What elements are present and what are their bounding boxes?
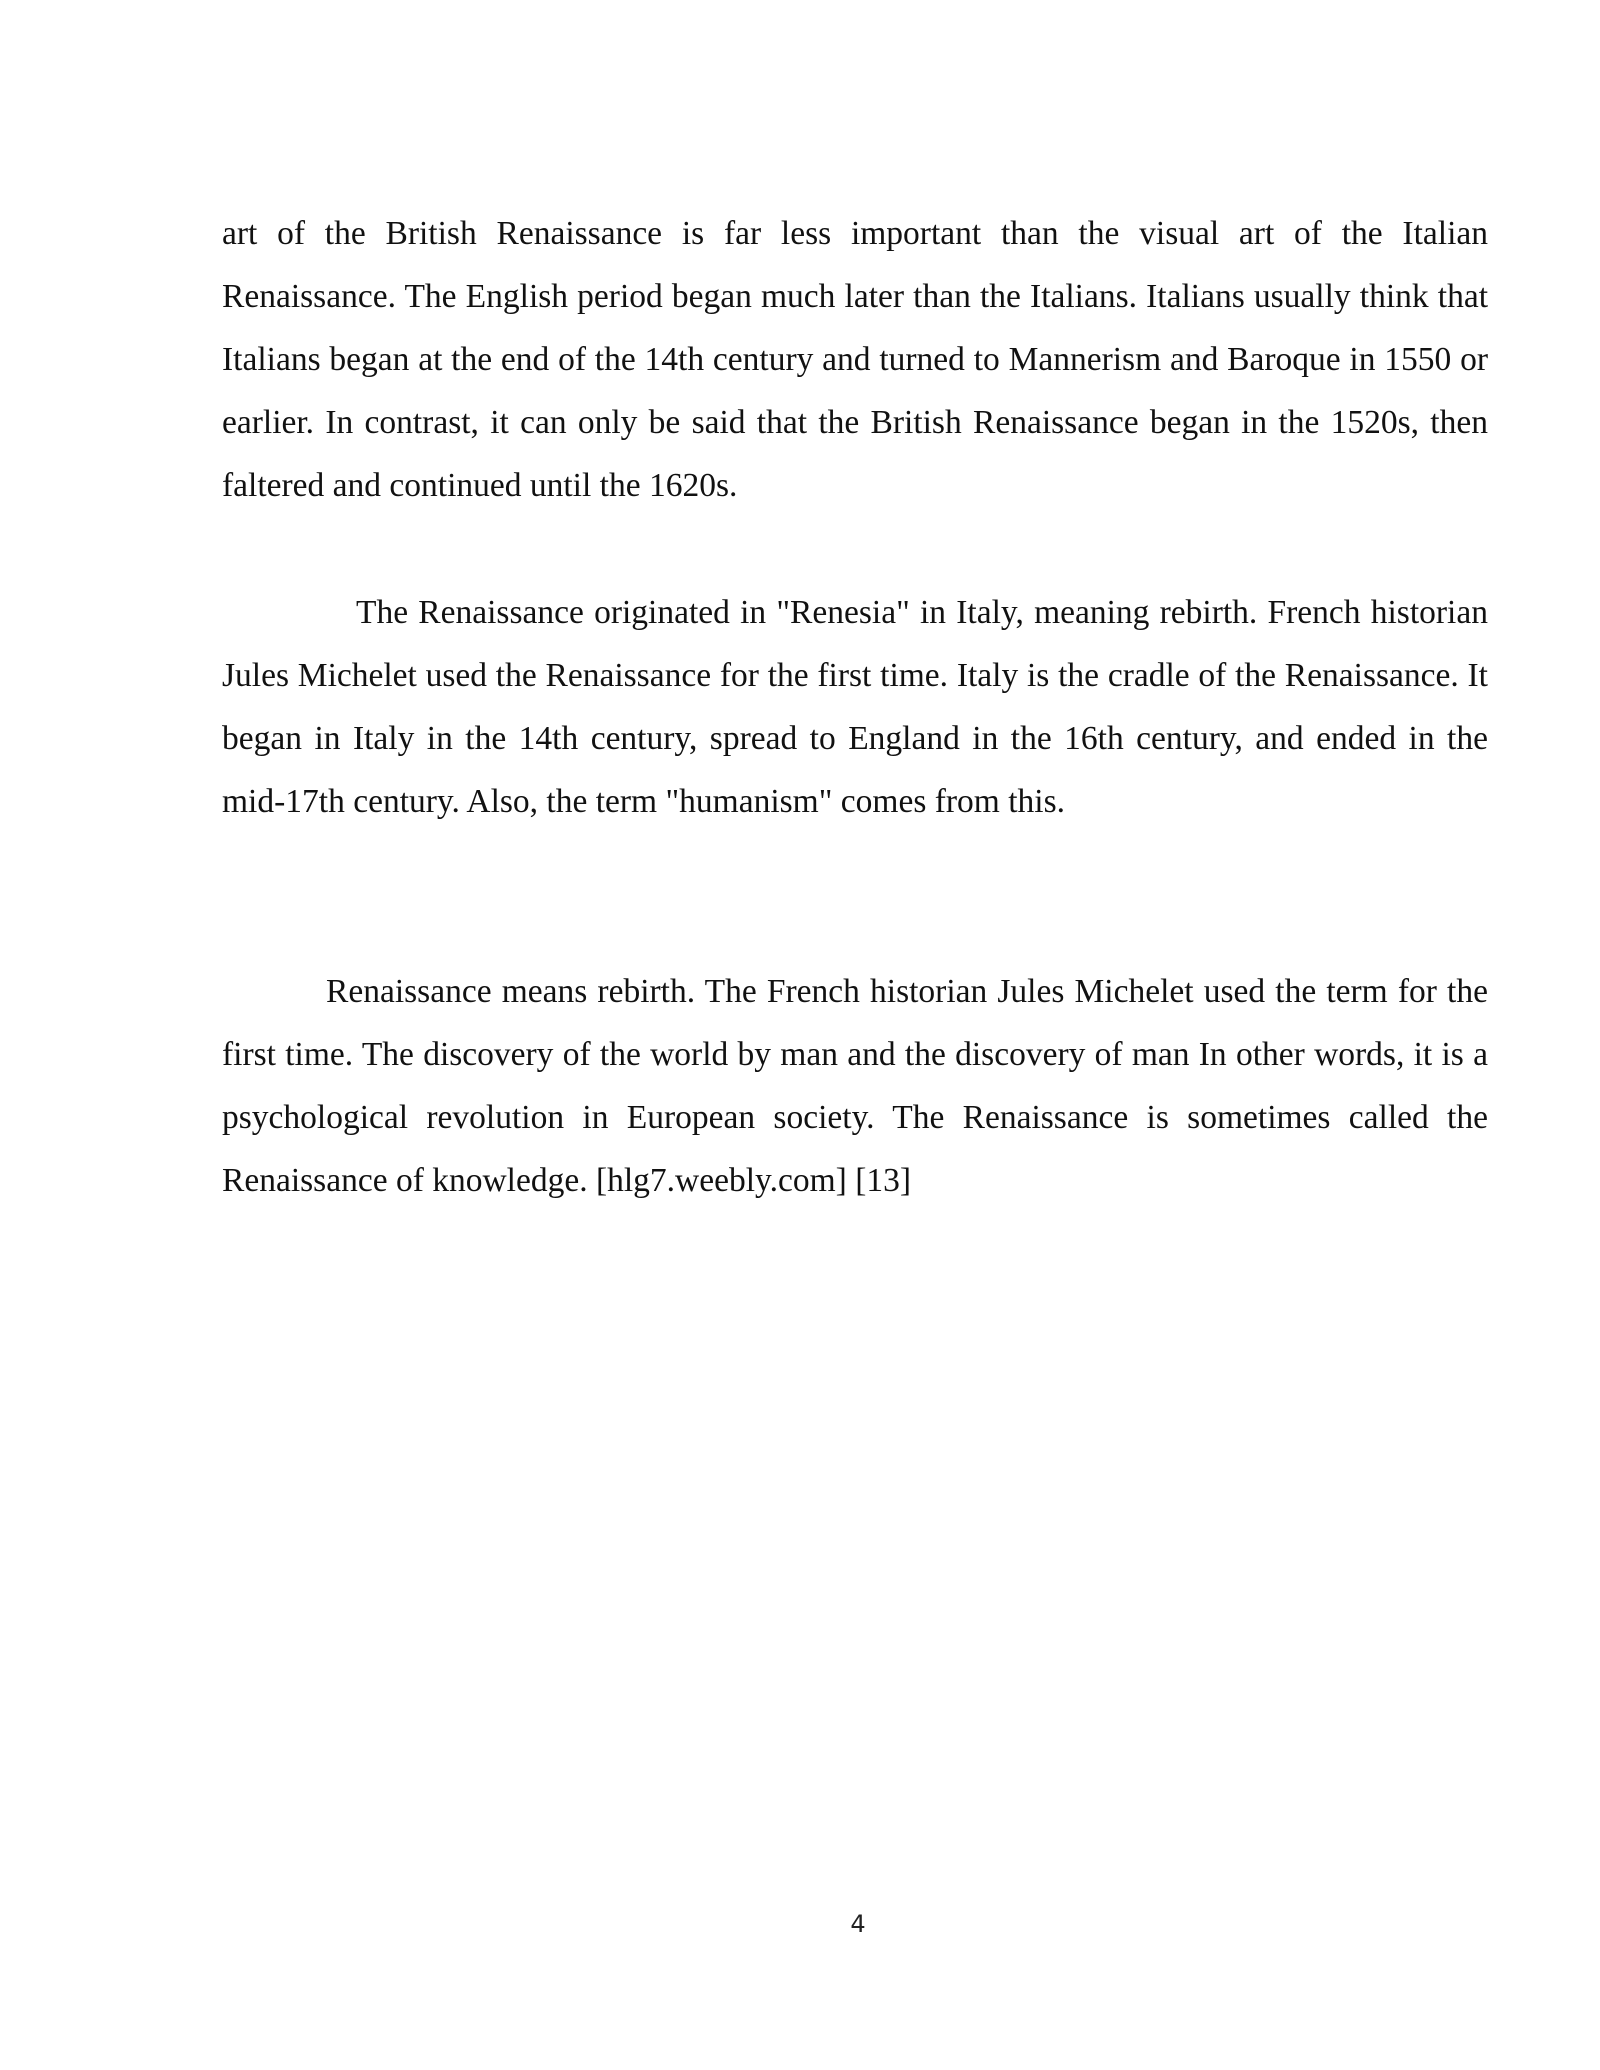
paragraph-renaissance-origin: The Renaissance originated in "Renesia" in Italy, meaning rebirth. French historian Jules Michelet used the Renaissance for the first time. Italy is the cradle of the Renaissance. It began in Italy in the 14th century, spread to England in the 16th century, and ended in the mid-17th century. Also, the term "humanism" comes from this. <box>222 594 1488 820</box>
paragraph-british-renaissance: art of the British Renaissance is far less important than the visual art of the Italian Renaissance. The English period began much later than the Italians. Italians usually think that Italians began at the end of the 14th century and turned to Mannerism and Baroque in 1550 or earlier. In contrast, it can only be said that the British Renaissance began in the 1520s, then faltered and continued until the 1620s. <box>222 215 1488 504</box>
paragraph-renaissance-meaning: Renaissance means rebirth. The French historian Jules Michelet used the term for the first time. The discovery of the world by man and the discovery of man In other words, it is a psychological revolution in European society. The Renaissance is sometimes called the Renaissance of knowledge. [hlg7.weebly.com] [13] <box>222 973 1488 1199</box>
page-number: 4 <box>850 1910 866 1938</box>
